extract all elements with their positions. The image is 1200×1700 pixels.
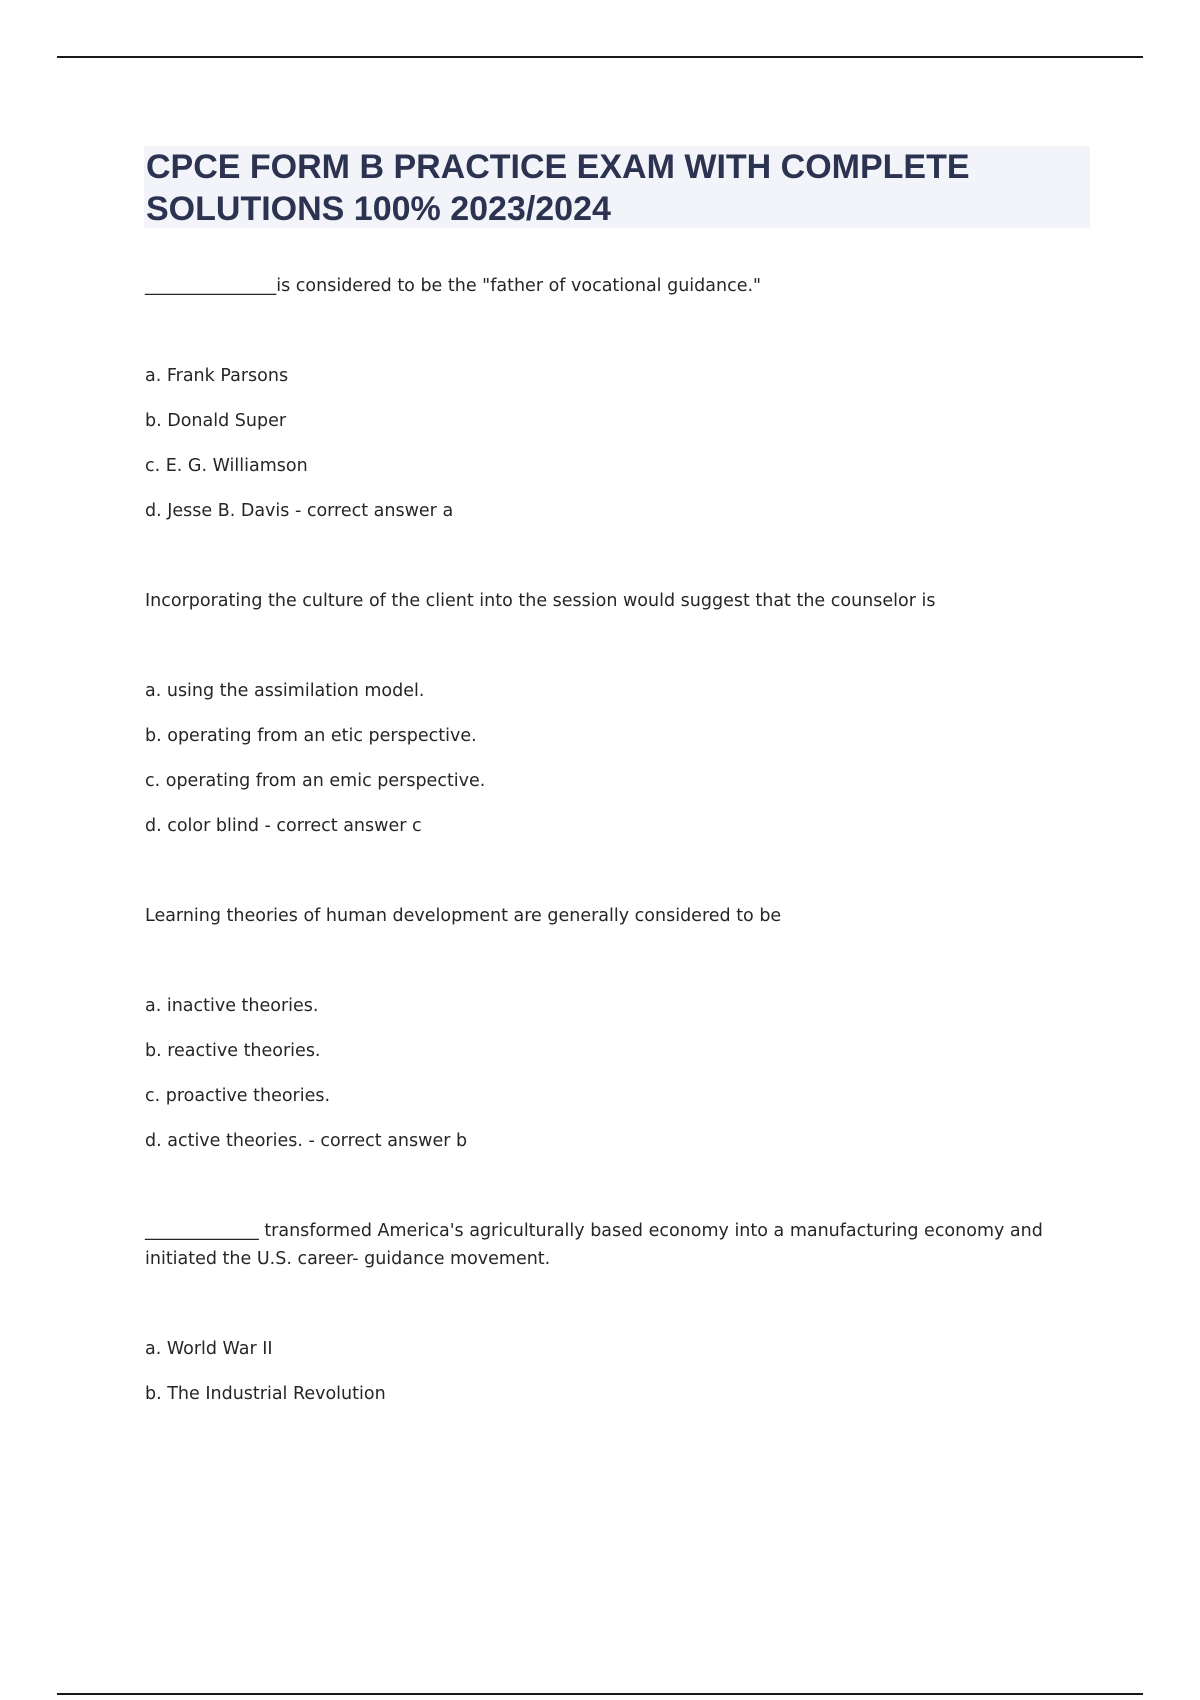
answer-options — [145, 992, 1090, 1155]
answer-option: c. proactive theories. — [145, 1086, 331, 1106]
question-text: Learning theories of human development are generally considered to be — [145, 906, 782, 926]
answer-option: b. reactive theories. — [145, 1041, 321, 1061]
answer-option: c. operating from an emic perspective. — [145, 771, 486, 791]
document-title: CPCE FORM B PRACTICE EXAM WITH COMPLETE SOLUTIONS 100% 2023/2024 — [146, 148, 970, 228]
answer-option: d. Jesse B. Davis - correct answer a — [145, 501, 454, 521]
question-block — [145, 272, 1090, 525]
answer-option: c. E. G. Williamson — [145, 456, 308, 476]
question-text: Incorporating the culture of the client into the session would suggest that the counselor is — [145, 591, 936, 611]
question-text: _____________ transformed America's agriculturally based economy into a manufacturing economy and initiated the U.S. career- guidance movement. — [145, 1221, 1043, 1269]
answer-option: b. operating from an etic perspective. — [145, 726, 477, 746]
answer-option: b. Donald Super — [145, 411, 287, 431]
question-list — [145, 272, 1090, 1470]
answer-options — [145, 362, 1090, 525]
answer-options — [145, 1335, 1090, 1408]
question-block — [145, 587, 1090, 840]
answer-option: a. Frank Parsons — [145, 366, 289, 386]
answer-options — [145, 677, 1090, 840]
footer-rule — [57, 1693, 1143, 1695]
question-block — [145, 1217, 1090, 1408]
answer-option: a. inactive theories. — [145, 996, 319, 1016]
answer-option: a. using the assimilation model. — [145, 681, 425, 701]
answer-option: d. color blind - correct answer c — [145, 816, 422, 836]
answer-option: d. active theories. - correct answer b — [145, 1131, 468, 1151]
question-text: _______________is considered to be the "father of vocational guidance." — [145, 276, 762, 296]
header-rule — [57, 56, 1143, 58]
question-block — [145, 902, 1090, 1155]
answer-option: b. The Industrial Revolution — [145, 1384, 386, 1404]
answer-option: a. World War II — [145, 1339, 273, 1359]
